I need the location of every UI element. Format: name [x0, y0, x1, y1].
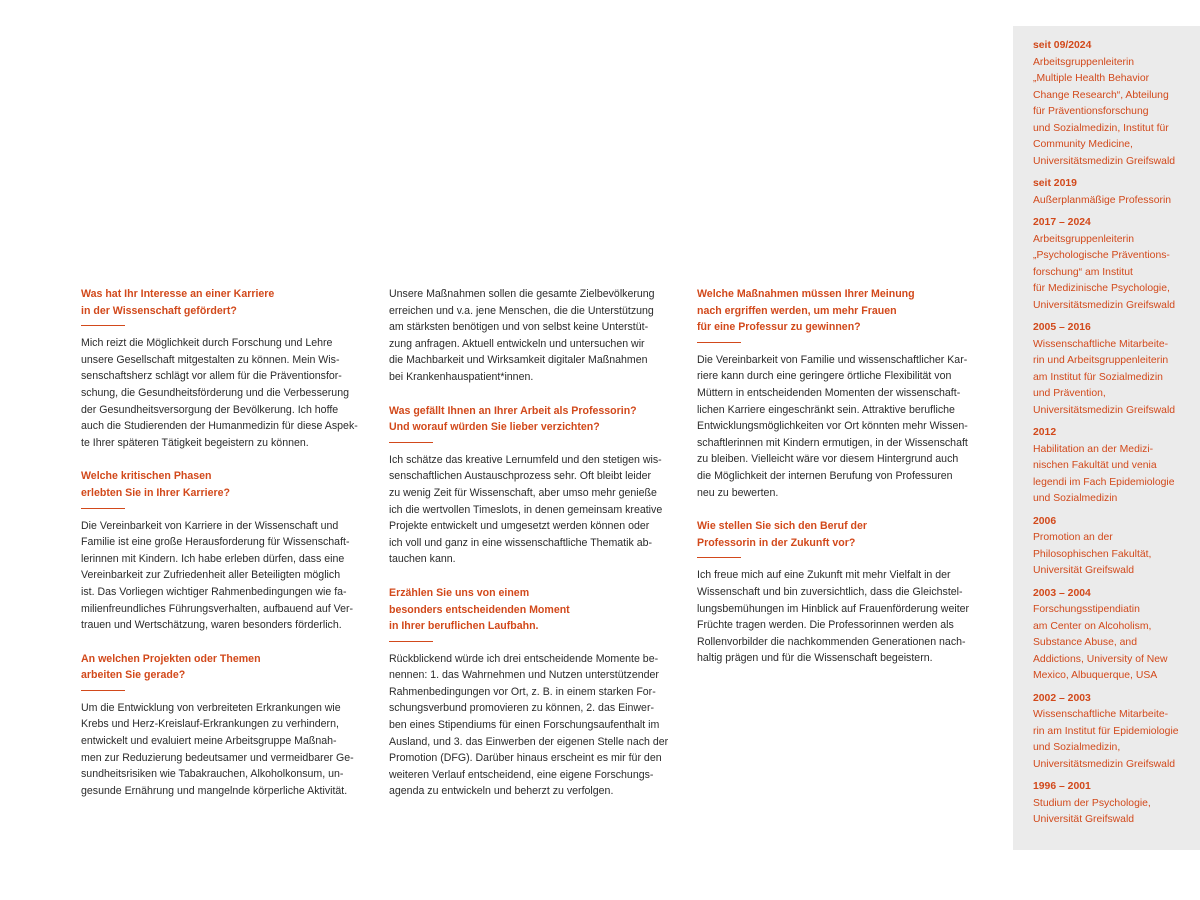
heading-divider — [81, 508, 125, 509]
cv-description — [1033, 55, 1197, 171]
answer-line: ich die wertvollen Timeslots, in denen gemeinsam kreative — [389, 503, 663, 516]
cv-line: Universität Greifswald — [1033, 814, 1135, 825]
cv-entry — [1033, 38, 1197, 170]
cv-description — [1033, 707, 1197, 773]
column-3 — [697, 286, 987, 684]
question-line: Und worauf würden Sie lieber verzichten? — [389, 421, 600, 434]
cv-year: 2002 – 2003 — [1033, 692, 1091, 704]
answer-line: trauen und Wertschätzung, waren besonders förderlich. — [81, 619, 342, 632]
answer-line: Krebs und Herz-Kreislauf-Erkrankungen zu verhindern, — [81, 718, 339, 731]
answer-paragraph — [389, 452, 679, 568]
answer-line: Vereinbarkeit zur Zufriedenheit aller Beteiligten möglich — [81, 569, 341, 582]
answer-line: haltig prägen und für die Wissenschaft begeistern. — [697, 652, 933, 665]
question-line: besonders entscheidenden Moment — [389, 603, 570, 616]
answer-line: zu wenig Zeit für Wissenschaft, aber umso mehr genieße — [389, 486, 657, 499]
question-heading — [81, 468, 371, 501]
answer-line: die Machbarkeit und Wirksamkeit digitaler Maßnahmen — [389, 354, 648, 367]
answer-paragraph — [389, 286, 679, 386]
cv-line: Universitätsmedizin Greifswald — [1033, 404, 1176, 416]
answer-line: auch die Studierenden der Humanmedizin für diese Aspek- — [81, 420, 358, 433]
question-line: Welche Maßnahmen müssen Ihrer Meinung — [697, 288, 915, 300]
cv-entry — [1033, 586, 1197, 685]
cv-line: „Psychologische Präventions- — [1033, 250, 1170, 261]
answer-line: weiteren Verlauf entscheidend, eine eigene Forschungs- — [389, 768, 654, 781]
answer-line: Promotion (DFG). Darüber hinaus erscheint es mir für den — [389, 752, 662, 765]
cv-description — [1033, 193, 1197, 210]
cv-line: Mexico, Albuquerque, USA — [1033, 670, 1158, 681]
question-heading — [697, 518, 987, 551]
cv-year: 2006 — [1033, 515, 1057, 527]
question-heading — [697, 286, 987, 336]
cv-line: Universitätsmedizin Greifswald — [1033, 758, 1176, 770]
cv-line: forschung“ am Institut — [1033, 266, 1133, 278]
cv-line: und Sozialmedizin, Institut für — [1033, 122, 1169, 134]
answer-line: Wissenschaft und bin zuversichtlich, dass die Gleichstel- — [697, 585, 963, 598]
cv-line: Arbeitsgruppenleiterin — [1033, 233, 1135, 245]
question-line: Professorin in der Zukunft vor? — [697, 536, 856, 549]
cv-line: Außerplanmäßige Professorin — [1033, 194, 1172, 206]
question-line: Erzählen Sie uns von einem — [389, 586, 530, 599]
question-line: arbeiten Sie gerade? — [81, 669, 186, 682]
answer-line: Die Vereinbarkeit von Karriere in der Wissenschaft und — [81, 519, 339, 532]
cv-line: am Institut für Sozialmedizin — [1033, 371, 1163, 383]
answer-line: Ich schätze das kreative Lernumfeld und den stetigen wis- — [389, 453, 662, 466]
answer-line: Früchte tragen werden. Die Professorinnen werden als — [697, 619, 954, 632]
answer-line: sundheitsrisiken wie Tabakrauchen, Alkoholkonsum, un- — [81, 768, 344, 781]
cv-entry — [1033, 425, 1197, 508]
cv-line: rin und Arbeitsgruppenleiterin — [1033, 355, 1169, 366]
answer-line: am stärksten benötigen und von selbst keine Unterstüt- — [389, 321, 649, 334]
question-heading — [81, 286, 371, 319]
cv-line: Change Research“, Abteilung — [1033, 89, 1169, 101]
cv-line: Habilitation an der Medizi- — [1033, 443, 1154, 455]
cv-description — [1033, 602, 1197, 685]
cv-line: Community Medicine, — [1033, 139, 1133, 150]
cv-line: und Sozialmedizin, — [1033, 742, 1121, 753]
cv-year: seit 2019 — [1033, 178, 1077, 189]
question-line: Was gefällt Ihnen an Ihrer Arbeit als Professorin? — [389, 404, 637, 417]
answer-line: gesunde Ernährung und mangelnde körperliche Aktivität. — [81, 784, 348, 797]
cv-line: Studium der Psychologie, — [1033, 797, 1151, 809]
question-heading — [81, 651, 371, 684]
answer-line: schaftlerinnen mit Kindern ermutigen, in der Wissenschaft — [697, 436, 968, 449]
cv-description — [1033, 232, 1197, 315]
cv-line: Substance Abuse, and — [1033, 637, 1137, 648]
column-1 — [81, 286, 371, 816]
heading-divider — [697, 342, 741, 343]
cv-line: Universität Greifswald — [1033, 565, 1135, 576]
cv-year: 2005 – 2016 — [1033, 322, 1091, 333]
question-heading — [389, 403, 679, 436]
answer-line: te Ihrer späteren Tätigkeit begeistern zu können. — [81, 436, 309, 449]
cv-description — [1033, 796, 1197, 829]
answer-line: Entwicklungsmöglichkeiten vor Ort könnten mehr Wissen- — [697, 420, 968, 433]
cv-year: 2012 — [1033, 427, 1057, 438]
answer-line: lichen Karriere eingeschränkt sein. Attraktive berufliche — [697, 403, 955, 416]
answer-line: erreichen und v.a. jene Menschen, die die Unterstützung — [389, 304, 654, 317]
answer-line: Müttern in entscheidenden Momenten der wissenschaft- — [697, 386, 961, 399]
question-line: An welchen Projekten oder Themen — [81, 652, 261, 665]
question-line: in der Wissenschaft gefördert? — [81, 304, 237, 317]
answer-line: Um die Entwicklung von verbreiteten Erkrankungen wie — [81, 701, 341, 714]
cv-year: 1996 – 2001 — [1033, 781, 1091, 792]
cv-line: legendi im Fach Epidemiologie — [1033, 476, 1175, 488]
answer-line: zung anfragen. Aktuell entwickeln und untersuchen wir — [389, 337, 645, 350]
answer-line: neu zu bewerten. — [697, 486, 779, 499]
answer-paragraph — [81, 700, 371, 800]
answer-line: lerinnen mit Kindern. Ich habe erleben dürfen, dass eine — [81, 552, 345, 565]
question-line: Was hat Ihr Interesse an einer Karriere — [81, 288, 275, 300]
cv-line: Wissenschaftliche Mitarbeite- — [1033, 709, 1169, 720]
cv-entry — [1033, 514, 1197, 580]
cv-line: Philosophischen Fakultät, — [1033, 548, 1152, 560]
cv-year: 2017 – 2024 — [1033, 217, 1091, 228]
answer-paragraph — [697, 567, 987, 667]
cv-line: nischen Fakultät und venia — [1033, 460, 1157, 471]
cv-line: Promotion an der — [1033, 532, 1113, 543]
heading-divider — [81, 325, 125, 326]
answer-line: ich voll und ganz in eine wissenschaftliche Thematik ab- — [389, 536, 653, 549]
cv-line: am Center on Alcoholism, — [1033, 620, 1152, 632]
cv-entry — [1033, 176, 1197, 209]
answer-line: nennen: 1. das Wahrnehmen und Nutzen unterstützender — [389, 669, 659, 682]
answer-line: Rollenvorbilder die nachkommenden Generationen nach- — [697, 635, 966, 648]
question-heading — [389, 585, 679, 635]
cv-description — [1033, 337, 1197, 420]
answer-paragraph — [697, 352, 987, 501]
cv-line: Universitätsmedizin Greifswald — [1033, 155, 1176, 167]
cv-year: seit 09/2024 — [1033, 40, 1092, 51]
answer-line: Mich reizt die Möglichkeit durch Forschung und Lehre — [81, 337, 333, 350]
question-line: Welche kritischen Phasen — [81, 470, 212, 483]
heading-divider — [389, 641, 433, 642]
question-line: Wie stellen Sie sich den Beruf der — [697, 520, 868, 533]
cv-line: Addictions, University of New — [1033, 653, 1168, 665]
column-2 — [389, 286, 679, 817]
answer-line: men zur Reduzierung bedeutsamer und vermeidbarer Ge- — [81, 751, 354, 764]
cv-line: rin am Institut für Epidemiologie — [1033, 725, 1179, 737]
cv-sidebar — [1013, 26, 1200, 850]
answer-line: Rückblickend würde ich drei entscheidende Momente be- — [389, 652, 659, 665]
answer-line: der Gesundheitsversorgung der Bevölkerung. Ich hoffe — [81, 403, 339, 416]
answer-line: Unsere Maßnahmen sollen die gesamte Zielbevölkerung — [389, 288, 655, 300]
cv-entry — [1033, 320, 1197, 419]
cv-entry — [1033, 691, 1197, 774]
question-line: in Ihrer beruflichen Laufbahn. — [389, 620, 539, 633]
answer-line: Projekte entwickelt und umgesetzt werden können oder — [389, 520, 650, 533]
answer-line: Die Vereinbarkeit von Familie und wissenschaftlicher Kar- — [697, 353, 968, 366]
question-line: für eine Professur zu gewinnen? — [697, 321, 861, 334]
cv-line: Arbeitsgruppenleiterin — [1033, 56, 1135, 68]
cv-line: Forschungsstipendiatin — [1033, 604, 1140, 615]
cv-line: Universitätsmedizin Greifswald — [1033, 299, 1176, 311]
answer-line: Ich freue mich auf eine Zukunft mit mehr Vielfalt in der — [697, 569, 951, 582]
cv-list — [1033, 38, 1197, 835]
heading-divider — [81, 690, 125, 691]
answer-line: unsere Gesellschaft mitgestalten zu können. Mein Wis- — [81, 353, 340, 366]
answer-line: milienfreundliches Führungsverhalten, aufbauend auf Ver- — [81, 602, 354, 615]
cv-line: und Sozialmedizin — [1033, 493, 1118, 504]
cv-line: für Präventionsforschung — [1033, 106, 1149, 117]
answer-line: Rahmenbedingungen vor Ort, z. B. in einem starken For- — [389, 685, 656, 698]
answer-line: Ausland, und 3. das Einwerben der eigenen Stelle nach der — [389, 735, 669, 748]
heading-divider — [389, 442, 433, 443]
cv-line: für Medizinische Psychologie, — [1033, 283, 1170, 294]
cv-entry — [1033, 215, 1197, 314]
answer-line: Familie ist eine große Herausforderung für Wissenschaft- — [81, 536, 350, 549]
answer-line: senschaftsherz schlägt vor allem für die Präventionsfor- — [81, 370, 342, 383]
answer-line: schungsverbund promovieren zu können, 2. das Einwer- — [389, 702, 654, 715]
cv-description — [1033, 442, 1197, 508]
answer-line: die Möglichkeit der internen Berufung von Professuren — [697, 469, 953, 482]
answer-paragraph — [81, 335, 371, 451]
answer-line: tauchen kann. — [389, 553, 456, 566]
cv-description — [1033, 530, 1197, 580]
cv-year: 2003 – 2004 — [1033, 587, 1091, 599]
cv-line: „Multiple Health Behavior — [1033, 73, 1150, 84]
cv-line: Wissenschaftliche Mitarbeite- — [1033, 338, 1169, 350]
answer-line: entwickelt und evaluiert meine Arbeitsgruppe Maßnah- — [81, 735, 337, 748]
heading-divider — [697, 557, 741, 558]
answer-line: ist. Das Vorliegen wichtiger Rahmenbedingungen wie fa- — [81, 585, 347, 598]
answer-line: senschaftlichen Austauschprozess sehr. Oft bleibt leider — [389, 470, 652, 483]
answer-line: agenda zu entwickeln und beherzt zu verfolgen. — [389, 785, 614, 798]
cv-line: und Prävention, — [1033, 388, 1106, 399]
answer-line: lungsbemühungen im Hinblick auf Frauenförderung weiter — [697, 602, 970, 615]
answer-line: zu bleiben. Vielleicht wäre vor diesem Hintergrund auch — [697, 453, 959, 466]
answer-line: schung, die Gesundheitsförderung und die Verbesserung — [81, 386, 349, 399]
answer-line: ben eines Stipendiums für einen Forschungsaufenthalt im — [389, 719, 660, 732]
answer-line: riere kann durch eine geringere örtliche Flexibilität von — [697, 370, 952, 383]
answer-paragraph — [81, 518, 371, 634]
answer-line: bei Krankenhauspatient*innen. — [389, 370, 534, 383]
question-line: erlebten Sie in Ihrer Karriere? — [81, 486, 230, 499]
question-line: nach ergriffen werden, um mehr Frauen — [697, 304, 897, 317]
answer-paragraph — [389, 651, 679, 800]
cv-entry — [1033, 779, 1197, 829]
